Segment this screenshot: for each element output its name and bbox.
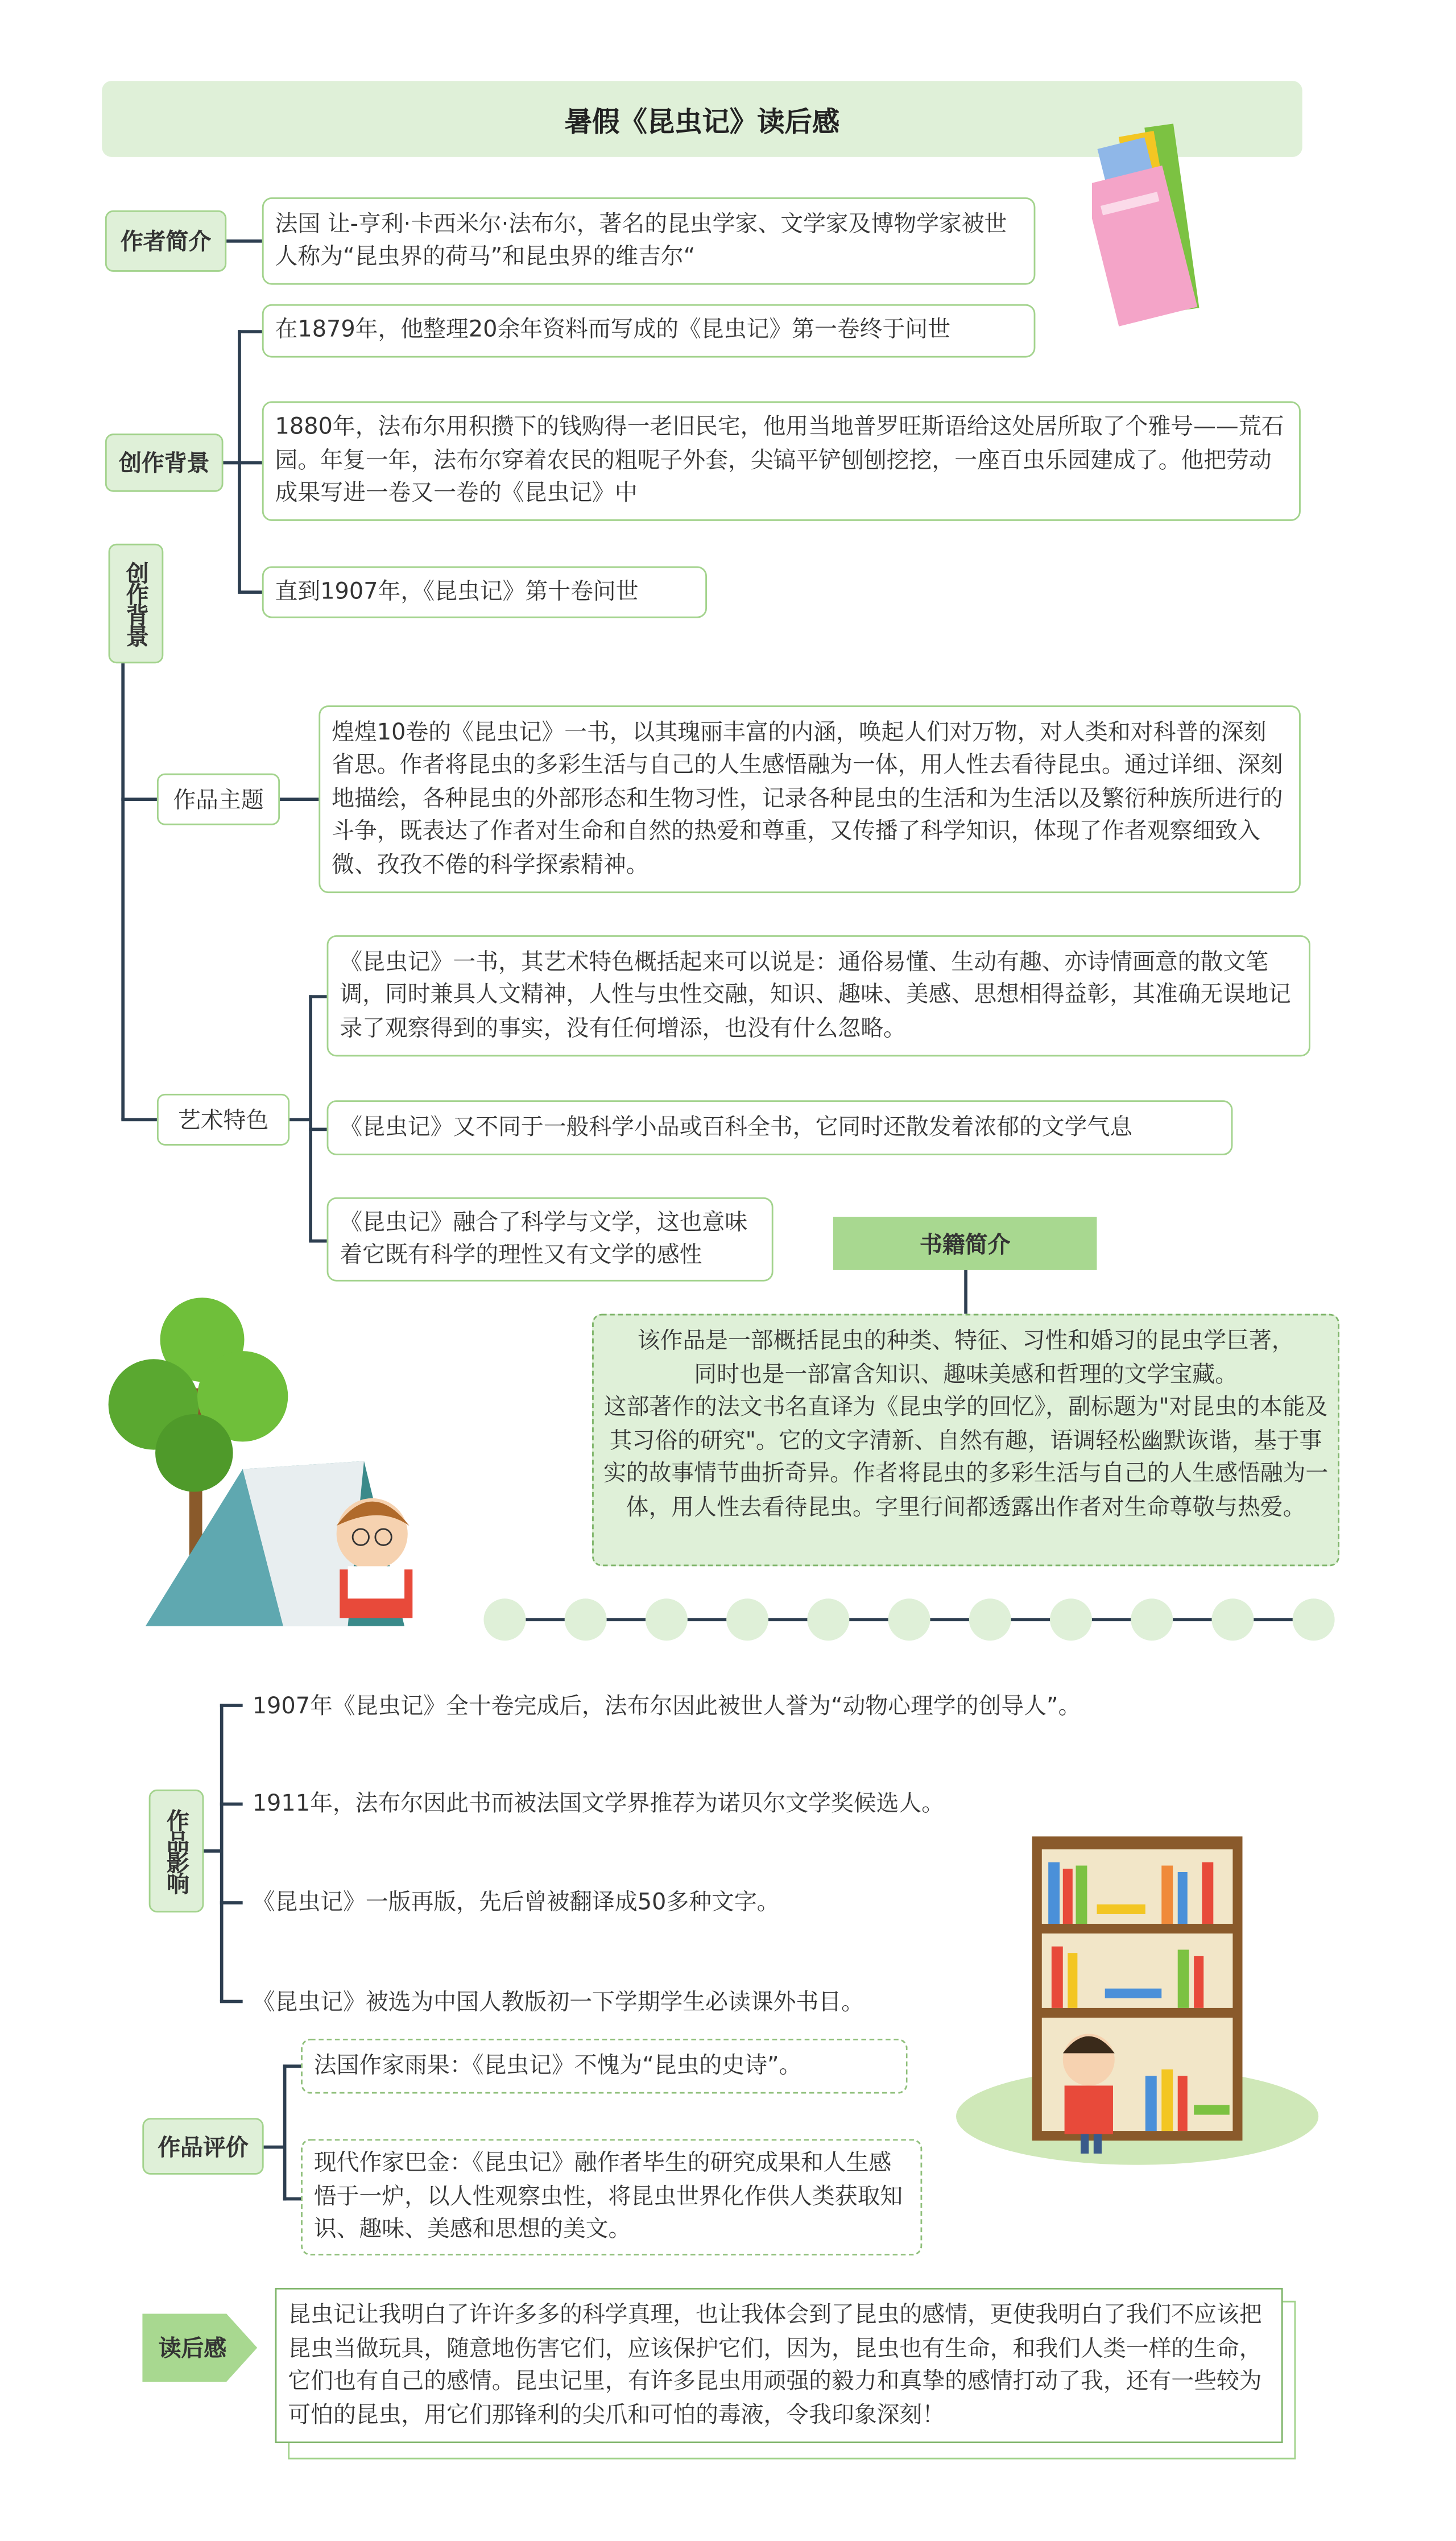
book-intro-text: [592, 1314, 1339, 1567]
influence-item: 《昆虫记》被选为中国人教版初一下学期学生必读课外书目。: [252, 1990, 864, 2017]
art-item: 《昆虫记》融合了科学与文学，这也意味着它既有科学的理性又有文学的感性: [327, 1197, 774, 1282]
bookshelf-illustration: [952, 1833, 1323, 2173]
art-item: 《昆虫记》一书，其艺术特色概括起来可以说是：通俗易懂、生动有趣、亦诗情画意的散文笔调，同时兼具人文精神，人性与虫性交融，知识、趣味、美感、思想相得益彰，其准确无误地记录了观察得到的事实，没有任何增添，也没有什么忽略。: [327, 935, 1310, 1056]
influence-item: 《昆虫记》一版再版，先后曾被翻译成50多种文字。: [252, 1890, 780, 1916]
author-intro-node: 作者简介: [105, 210, 226, 272]
theme-text: 煌煌10卷的《昆虫记》一书，以其瑰丽丰富的内涵，唤起人们对万物，对人类和对科普的深刻省思。作者将昆虫的多彩生活与自己的人生感悟融为一体，用人性去看待昆虫。通过详细、深刻地描绘，各种昆虫的外部形态和生物习性，记录各种昆虫的生活和为生活以及繁衍种族所进行的斗争，既表达了作者对生命和自然的热爱和尊重，又传播了科学知识，体现了作者观察细致入微、孜孜不倦的科学探索精神。: [318, 705, 1301, 893]
art-node: 艺术特色: [157, 1094, 289, 1146]
background-node: 创作背景: [105, 433, 224, 491]
review-node: 作品评价: [142, 2118, 263, 2175]
intro-line: 这部著作的法文书名直译为《昆虫学的回忆》，副标题为"对昆虫的本能及其习俗的研究"。它的文字清新、自然有趣，语调轻松幽默诙谐，基于事实的故事情节曲折奇异。作者将昆虫的多彩生活与自己的人生感悟融为一体，用人性去看待昆虫。字里行间都透露出作者对生命尊敬与热爱。: [603, 1394, 1329, 1521]
author-intro-text: 法国 让-亨利·卡西米尔·法布尔，著名的昆虫学家、文学家及博物学家被世人称为“昆虫界的荷马”和昆虫界的维吉尔“: [262, 197, 1036, 285]
influence-node: 作品影响: [149, 1790, 204, 1912]
background-item: 1880年，法布尔用积攒下的钱购得一老旧民宅，他用当地普罗旺斯语给这处居所取了个雅号——荒石园。年复一年，法布尔穿着农民的粗呢子外套，尖镐平铲刨刨挖挖，一座百虫乐园建成了。他把劳动成果写进一卷又一卷的《昆虫记》中: [262, 401, 1301, 520]
reflection-text: 昆虫记让我明白了许许多多的科学真理，也让我体会到了昆虫的感情，更使我明白了我们不应该把昆虫当做玩具，随意地伤害它们，应该保护它们，因为，昆虫也有生命，和我们人类一样的生命，它们也有自己的感情。昆虫记里，有许多昆虫用顽强的毅力和真挚的感情打动了我，还有一些较为可怕的昆虫，用它们那锋利的尖爪和可怕的毒液，令我印象深刻！: [275, 2288, 1283, 2443]
review-item: 法国作家雨果：《昆虫记》不愧为“昆虫的史诗”。: [301, 2039, 908, 2094]
book-intro-header: 书籍简介: [833, 1217, 1097, 1270]
intro-line: 该作品是一部概括昆虫的种类、特征、习性和婚习的昆虫学巨著，: [637, 1328, 1294, 1354]
creation-node: 创作背景: [109, 544, 164, 663]
reflection-node: 读后感: [158, 2336, 227, 2362]
art-item: 《昆虫记》又不同于一般科学小品或百科全书，它同时还散发着浓郁的文学气息: [327, 1100, 1233, 1155]
review-item: 现代作家巴金：《昆虫记》融作者毕生的研究成果和人生感悟于一炉，以人性观察虫性，将昆虫世界化作供人类获取知识、趣味、美感和思想的美文。: [301, 2139, 922, 2255]
background-item: 直到1907年，《昆虫记》第十卷问世: [262, 567, 707, 618]
page-title: 暑假《昆虫记》读后感: [102, 81, 1302, 157]
influence-item: 1907年《昆虫记》全十卷完成后，法布尔因此被世人誉为“动物心理学的创导人”。: [252, 1694, 1081, 1720]
intro-line: 同时也是一部富含知识、趣味美感和哲理的文学宝藏。: [694, 1361, 1238, 1388]
influence-item: 1911年，法布尔因此书而被法国文学界推荐为诺贝尔文学奖候选人。: [252, 1791, 945, 1817]
background-item: 在1879年，他整理20余年资料而写成的《昆虫记》第一卷终于问世: [262, 304, 1036, 358]
theme-node: 作品主题: [157, 774, 280, 825]
reading-child-illustration: [105, 1291, 437, 1631]
books-illustration: [1092, 117, 1254, 327]
